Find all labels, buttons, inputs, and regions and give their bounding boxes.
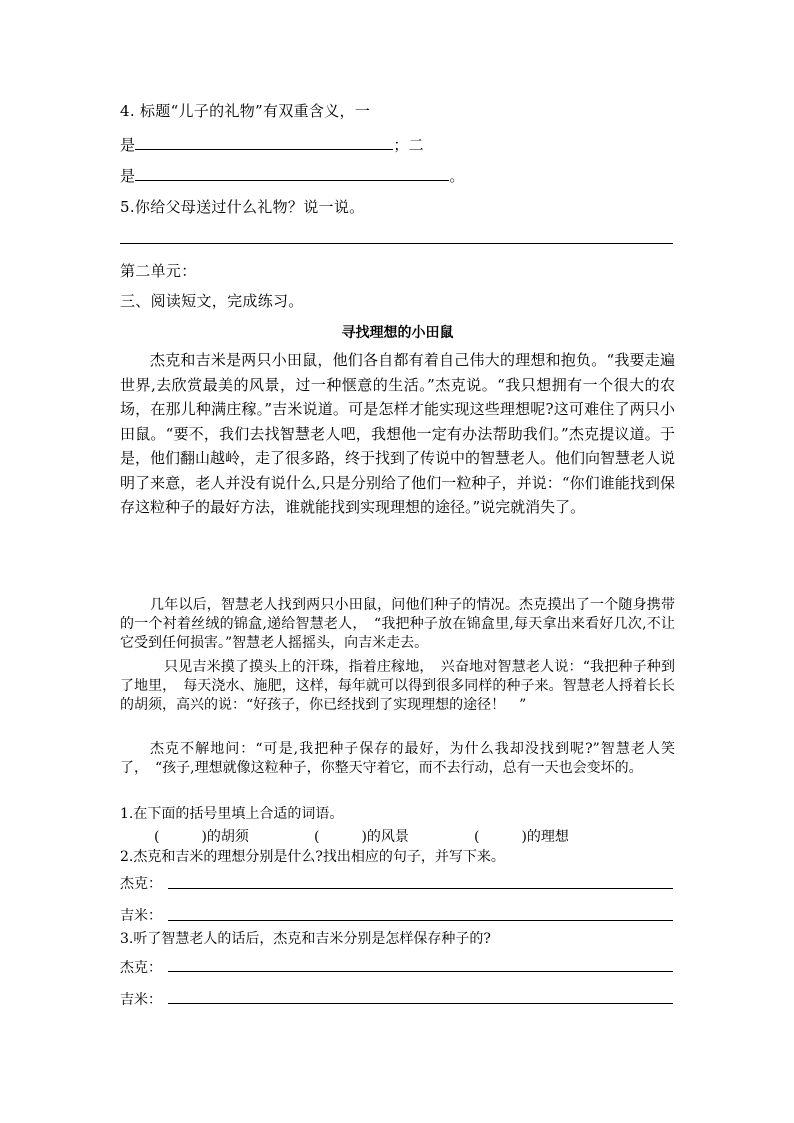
story-paragraph-2: 几年以后，智慧老人找到两只小田鼠，问他们种子的情况。杰克摸出了一个随身携带的一个衬着丝绒的锦盒,递给智慧老人， “我把种子放在锦盒里,每天拿出来看好几次,不让它受到任何损害。”智慧老人摇摇头，向吉米走去。 <box>120 597 675 651</box>
story-paragraph-4: 杰克不解地问：“可是,我把种子保存的最好，为什么我却没找到呢?”智慧老人笑了， “孩子,理想就像这粒种子，你整天守着它，而不去行动，总有一天也会变坏的。 <box>120 741 675 776</box>
q4-line2-suffix: 。 <box>449 167 465 185</box>
question-2: 2.杰克和吉米的理想分别是什么?找出相应的句子，并写下来。 <box>120 849 505 865</box>
section-instruction: 三、阅读短文，完成练习。 <box>120 292 304 310</box>
q1-blank-beard[interactable]: ( )的胡须 <box>154 829 249 845</box>
q1-blank-row <box>154 826 569 846</box>
q2-jack-answer-line[interactable] <box>168 888 673 889</box>
q3-jack-label: 杰克： <box>120 960 162 976</box>
q4-line1-suffix: ；二 <box>393 136 424 154</box>
question-4-line-1 <box>120 135 424 154</box>
q2-jimmy-label: 吉米： <box>120 908 162 924</box>
q2-jimmy-answer-line[interactable] <box>168 920 673 921</box>
unit-heading: 第二单元： <box>120 262 197 280</box>
question-1: 1.在下面的括号里填上合适的词语。 <box>120 806 344 822</box>
story-paragraph-3: 只见吉米摸了摸头上的汗珠，指着庄稼地， 兴奋地对智慧老人说：“我把种子种到了地里， 每天浇水、施肥，这样，每年就可以得到很多同样的种子来。智慧老人捋着长长的胡须，高兴的说：“好孩子，你已经找到了实现理想的途径！ ” <box>120 659 675 713</box>
q3-jimmy-answer-line[interactable] <box>168 1003 673 1004</box>
q1-blank-ideal[interactable]: ( )的理想 <box>474 829 569 845</box>
q4-line1-prefix: 是 <box>120 136 136 154</box>
q4-answer-blank-1[interactable] <box>135 135 393 150</box>
question-4-title: 4. 标题“儿子的礼物”有双重含义，一 <box>120 102 371 120</box>
q2-jack-label: 杰克： <box>120 876 162 892</box>
story-title: 寻找理想的小田鼠 <box>341 325 454 341</box>
q1-blank-scenery[interactable]: ( )的风景 <box>314 829 409 845</box>
q4-line2-prefix: 是 <box>120 167 136 185</box>
q3-jimmy-label: 吉米： <box>120 992 162 1008</box>
q3-jack-answer-line[interactable] <box>168 971 673 972</box>
question-4-line-2 <box>120 166 465 185</box>
question-3: 3.听了智慧老人的话后，杰克和吉米分别是怎样保存种子的? <box>120 931 491 947</box>
q5-answer-line[interactable] <box>120 243 673 244</box>
question-5: 5.你给父母送过什么礼物？说一说。 <box>120 198 365 216</box>
story-paragraph-1: 杰克和吉米是两只小田鼠，他们各自都有着自己伟大的理想和抱负。“我要走遍世界,去欣赏最美的风景，过一种惬意的生活。”杰克说。“我只想拥有一个很大的农场，在那儿种满庄稼。”吉米说道。可是怎样才能实现这些理想呢?这可难住了两只小田鼠。“要不，我们去找智慧老人吧，我想他一定有办法帮助我们。”杰克提议道。于是，他们翻山越岭，走了很多路，终于找到了传说中的智慧老人。他们向智慧老人说明了来意，老人并没有说什么,只是分别给了他们一粒种子，并说：“你们谁能找到保存这粒种子的最好方法，谁就能找到实现理想的途径。”说完就消失了。 <box>120 351 676 516</box>
q4-answer-blank-2[interactable] <box>135 166 449 181</box>
